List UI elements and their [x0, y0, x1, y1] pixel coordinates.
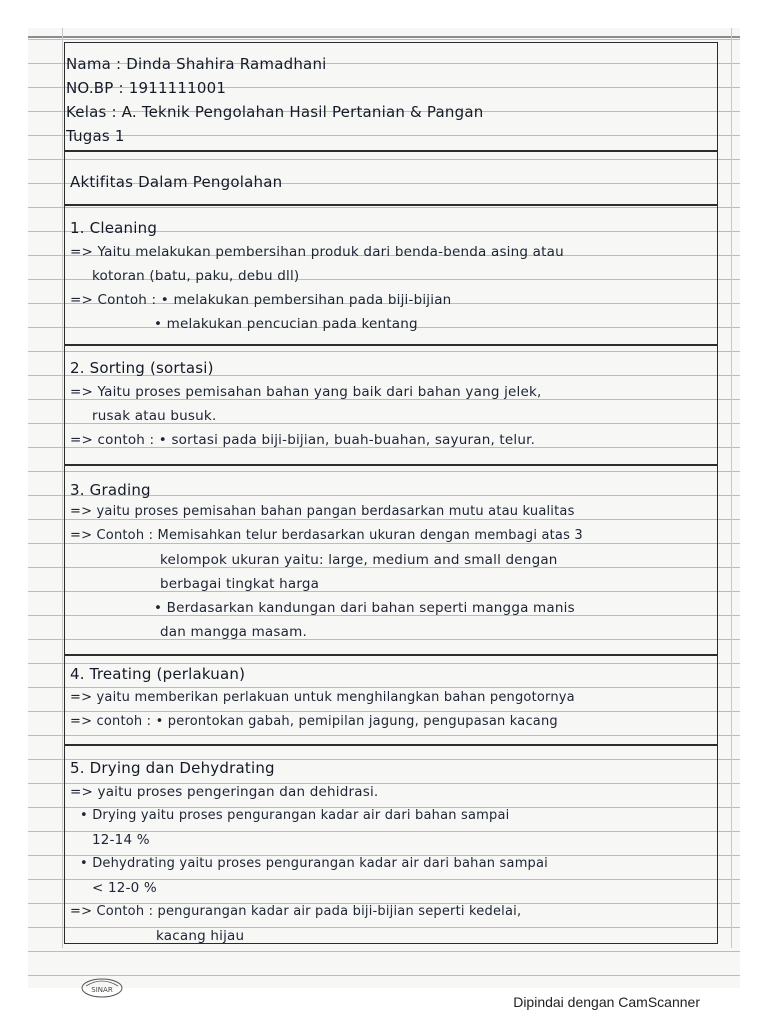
section-heading-treating: 4. Treating (perlakuan) [70, 665, 246, 683]
divider [64, 204, 718, 206]
text-line: => Contoh : • melakukan pembersihan pada biji-bijian [70, 292, 452, 308]
divider [64, 464, 718, 466]
text-line: => yaitu proses pemisahan bahan pangan berdasarkan mutu atau kualitas [70, 504, 575, 519]
divider [64, 654, 718, 656]
text-line: => yaitu memberikan perlakuan untuk menghilangkan bahan pengotornya [70, 690, 575, 705]
scanner-watermark: Dipindai dengan CamScanner [513, 994, 700, 1010]
text-line: => Contoh : Memisahkan telur berdasarkan ukuran dengan membagi atas 3 [70, 528, 583, 543]
text-line: => contoh : • sortasi pada biji-bijian, buah-buahan, sayuran, telur. [70, 432, 536, 448]
section-heading-drying: 5. Drying dan Dehydrating [70, 759, 275, 777]
text-line: => Contoh : pengurangan kadar air pada biji-bijian seperti kedelai, [70, 904, 522, 919]
divider [64, 150, 718, 152]
section-heading-cleaning: 1. Cleaning [70, 219, 158, 237]
text-line: => Yaitu melakukan pembersihan produk dari benda-benda asing atau [70, 244, 564, 260]
text-line: • melakukan pencucian pada kentang [154, 316, 418, 332]
section-heading-grading: 3. Grading [70, 481, 151, 499]
text-line: berbagai tingkat harga [160, 576, 320, 592]
margin-line [62, 28, 63, 948]
text-line: kotoran (batu, paku, debu dll) [92, 268, 300, 284]
text-line: • Berdasarkan kandungan dari bahan seperti mangga manis [154, 600, 575, 616]
svg-text:SINAR: SINAR [91, 986, 113, 994]
text-line: kacang hijau [156, 928, 245, 944]
page-title: Aktifitas Dalam Pengolahan [70, 173, 283, 191]
text-line: kelompok ukuran yaitu: large, medium and small dengan [160, 552, 558, 568]
top-rule [28, 36, 740, 38]
assignment-number: Tugas 1 [66, 127, 125, 145]
text-line: 12-14 % [92, 832, 150, 848]
divider [64, 744, 718, 746]
text-line: => contoh : • perontokan gabah, pemipilan jagung, pengupasan kacang [70, 714, 558, 729]
text-line: • Dehydrating yaitu proses pengurangan kadar air dari bahan sampai [80, 856, 548, 871]
student-number: NO.BP : 1911111001 [66, 79, 227, 97]
divider [64, 344, 718, 346]
student-name: Nama : Dinda Shahira Ramadhani [66, 55, 327, 73]
text-line: < 12-0 % [92, 880, 157, 896]
text-line: => yaitu proses pengeringan dan dehidrasi. [70, 784, 379, 800]
class-info: Kelas : A. Teknik Pengolahan Hasil Pertanian & Pangan [66, 103, 484, 121]
sinar-logo [80, 976, 124, 998]
right-margin-line [731, 28, 732, 948]
text-line: => Yaitu proses pemisahan bahan yang baik dari bahan yang jelek, [70, 384, 542, 400]
text-line: dan mangga masam. [160, 624, 307, 640]
text-line: rusak atau busuk. [92, 408, 217, 424]
text-line: • Drying yaitu proses pengurangan kadar air dari bahan sampai [80, 808, 510, 823]
section-heading-sorting: 2. Sorting (sortasi) [70, 359, 214, 377]
